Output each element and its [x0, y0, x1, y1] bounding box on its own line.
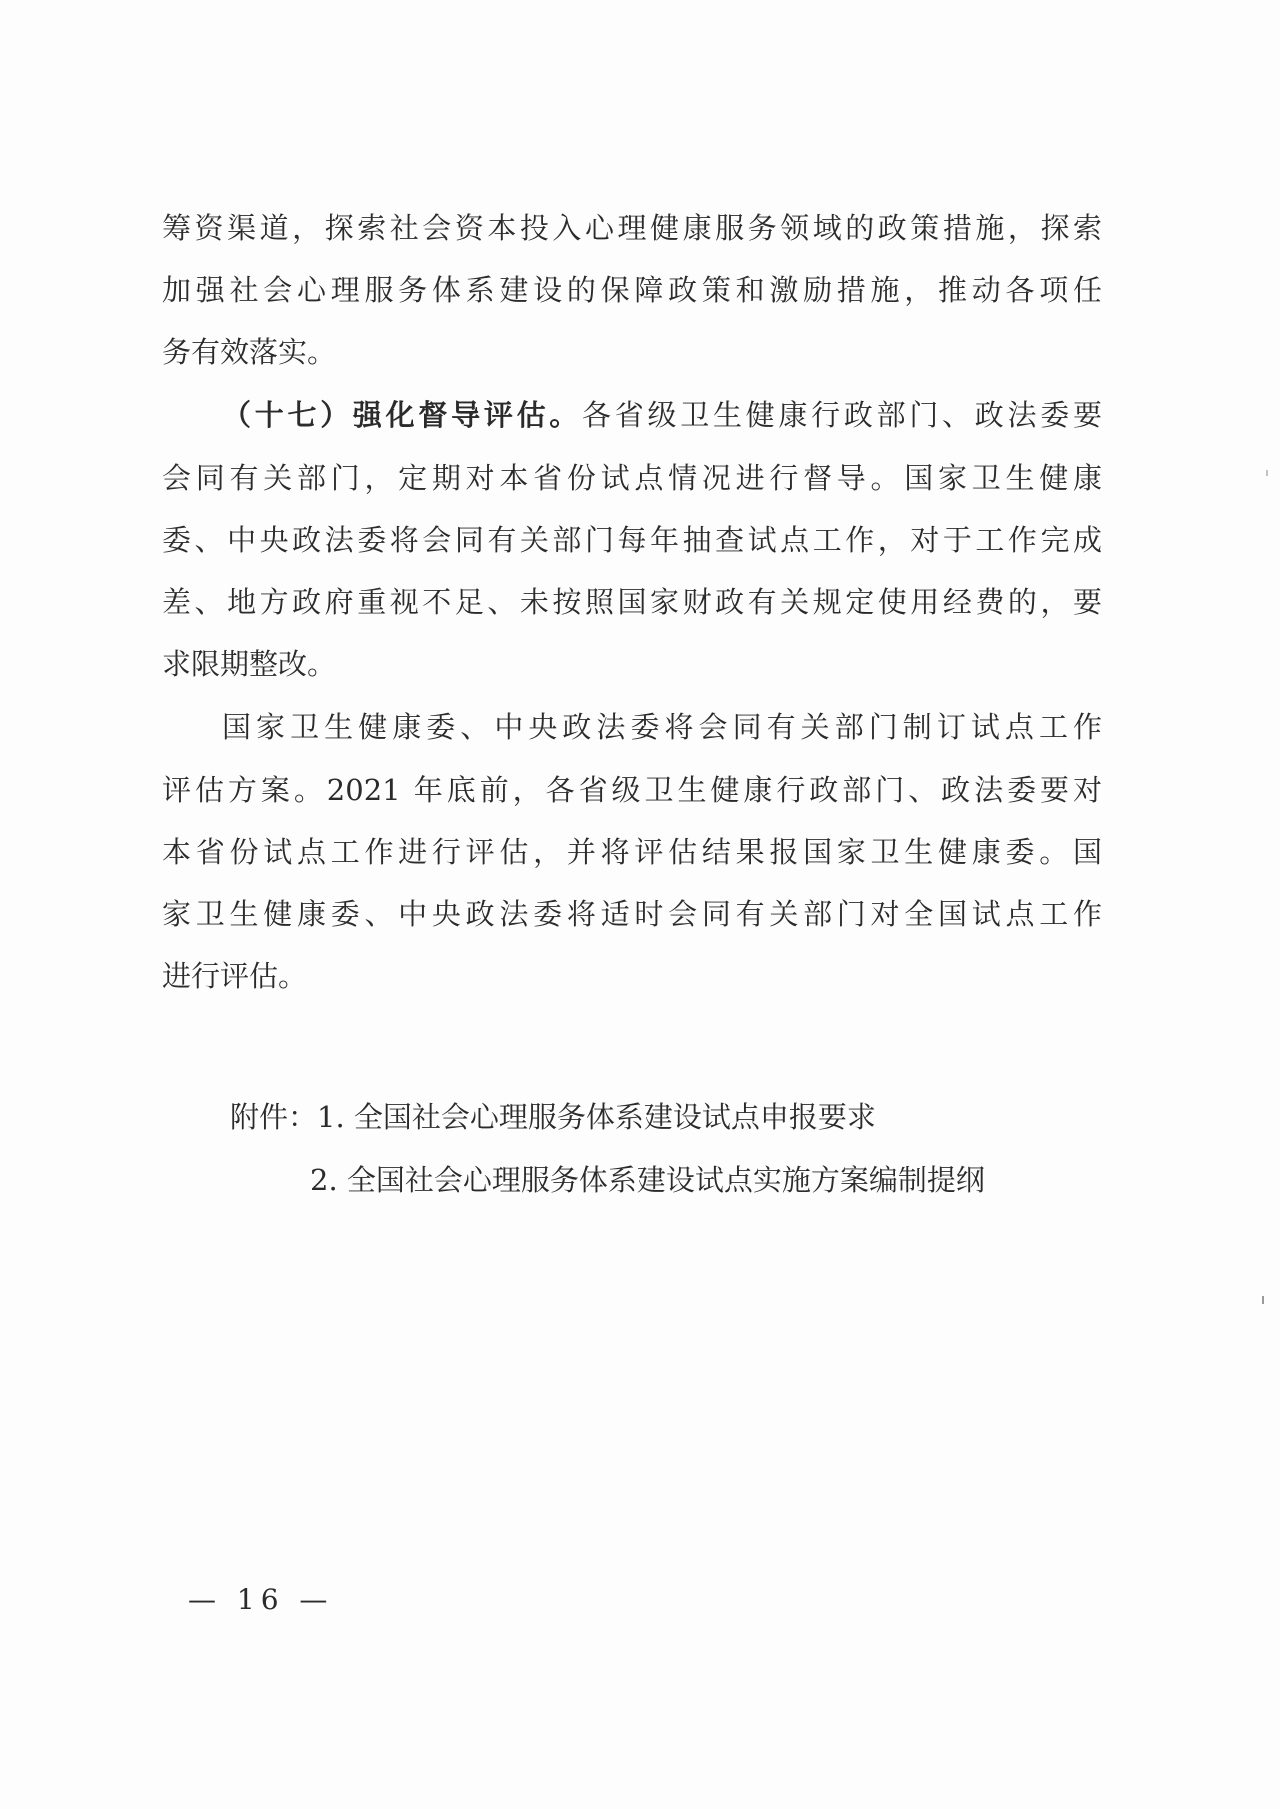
attachment-item-2: 2. 全国社会心理服务体系建设试点实施方案编制提纲	[310, 1163, 985, 1197]
body-line-1: 筹资渠道，探索社会资本投入心理健康服务领域的政策措施，探索	[162, 211, 1102, 245]
attachment-line-1	[230, 1097, 876, 1137]
scan-mark	[1262, 1296, 1264, 1304]
body-line-3: 务有效落实。	[162, 335, 337, 369]
scan-mark	[1266, 470, 1268, 476]
attachment-item-1: 1. 全国社会心理服务体系建设试点申报要求	[317, 1100, 876, 1134]
section-17-heading: （十七）强化督导评估。	[222, 398, 583, 432]
attachment-label: 附件：	[230, 1100, 318, 1134]
section-17-line-3: 委、中央政法委将会同有关部门每年抽查试点工作，对于工作完成	[162, 523, 1102, 557]
page-number: — 16 —	[188, 1583, 334, 1616]
eval-line-4: 家卫生健康委、中央政法委将适时会同有关部门对全国试点工作	[162, 897, 1102, 931]
section-17-line-2: 会同有关部门，定期对本省份试点情况进行督导。国家卫生健康	[162, 461, 1102, 495]
eval-line-3: 本省份试点工作进行评估，并将评估结果报国家卫生健康委。国	[162, 835, 1102, 869]
section-17-line-5: 求限期整改。	[162, 647, 337, 681]
section-17-line-4: 差、地方政府重视不足、未按照国家财政有关规定使用经费的，要	[162, 585, 1102, 619]
section-17-first-line	[222, 395, 1102, 435]
eval-line-2: 评估方案。2021 年底前，各省级卫生健康行政部门、政法委要对	[162, 773, 1102, 807]
eval-line-5: 进行评估。	[162, 959, 308, 993]
eval-line-1: 国家卫生健康委、中央政法委将会同有关部门制订试点工作	[222, 710, 1102, 744]
section-17-first-line-text: 各省级卫生健康行政部门、政法委要	[582, 398, 1102, 432]
body-line-2: 加强社会心理服务体系建设的保障政策和激励措施，推动各项任	[162, 273, 1102, 307]
